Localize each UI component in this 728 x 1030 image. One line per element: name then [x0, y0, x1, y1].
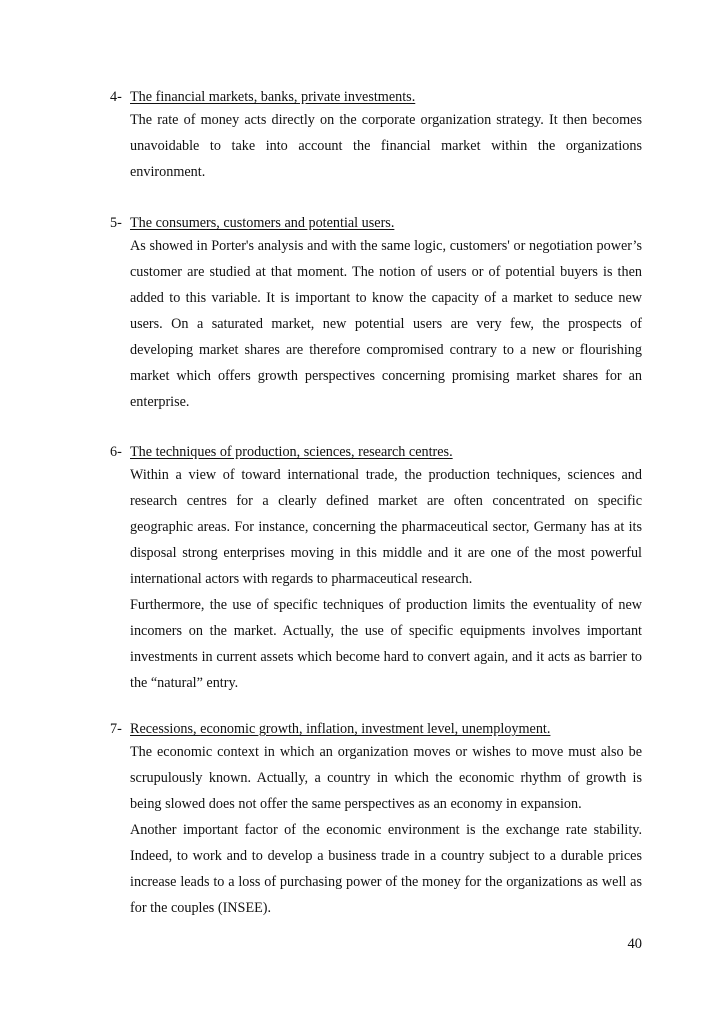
- paragraph: Furthermore, the use of specific techniques of production limits the eventuality of new incomers on the market. Actually, the use of specific equipments involves important investments in current assets which become hard to convert again, and it acts as barrier to the “natural” entry.: [130, 597, 642, 691]
- section-body: [130, 233, 642, 415]
- paragraph: Another important factor of the economic environment is the exchange rate stability. Indeed, to work and to develop a business trade in a country subject to a durable prices increase leads to a loss of purchasing power of the money for the organizations as well as for the couples (INSEE).: [130, 822, 642, 916]
- section-economic-context: [110, 719, 642, 921]
- section-number: 5-: [110, 215, 122, 231]
- section-heading: [110, 719, 642, 739]
- section-body: [130, 462, 642, 696]
- page-number: 40: [627, 936, 642, 952]
- section-title: The techniques of production, sciences, research centres.: [130, 444, 453, 460]
- section-title: The consumers, customers and potential users.: [130, 215, 395, 231]
- paragraph: Within a view of toward international trade, the production techniques, sciences and research centres for a clearly defined market are often concentrated on specific geographic areas. For instance, concerning the pharmaceutical sector, Germany has at its disposal strong enterprises moving in this middle and it are one of the most powerful international actors with regards to pharmaceutical research.: [130, 467, 642, 587]
- section-heading: [110, 87, 642, 107]
- paragraph: The rate of money acts directly on the corporate organization strategy. It then becomes unavoidable to take into account the financial market within the organizations environment.: [130, 112, 642, 180]
- section-techniques: [110, 442, 642, 696]
- section-title: The financial markets, banks, private investments.: [130, 89, 416, 105]
- paragraph: As showed in Porter's analysis and with the same logic, customers' or negotiation power’s customer are studied at that moment. The notion of users or of potential buyers is then added to this variable. It is important to know the capacity of a market to seduce new users. On a saturated market, new potential users are very few, the prospects of developing market shares are therefore compromised contrary to a new or flourishing market which offers growth perspectives concerning promising market shares for an enterprise.: [130, 238, 642, 410]
- section-financial-markets: [110, 87, 642, 185]
- section-body: [130, 739, 642, 921]
- section-number: 4-: [110, 89, 122, 105]
- section-consumers: [110, 213, 642, 415]
- section-body: [130, 107, 642, 185]
- section-number: 6-: [110, 444, 122, 460]
- section-heading: [110, 213, 642, 233]
- section-number: 7-: [110, 721, 122, 737]
- paragraph: The economic context in which an organization moves or wishes to move must also be scrupulously known. Actually, a country in which the economic rhythm of growth is being slowed does not offer the same perspectives as an economy in expansion.: [130, 744, 642, 812]
- section-title: Recessions, economic growth, inflation, investment level, unemployment.: [130, 721, 551, 737]
- section-heading: [110, 442, 642, 462]
